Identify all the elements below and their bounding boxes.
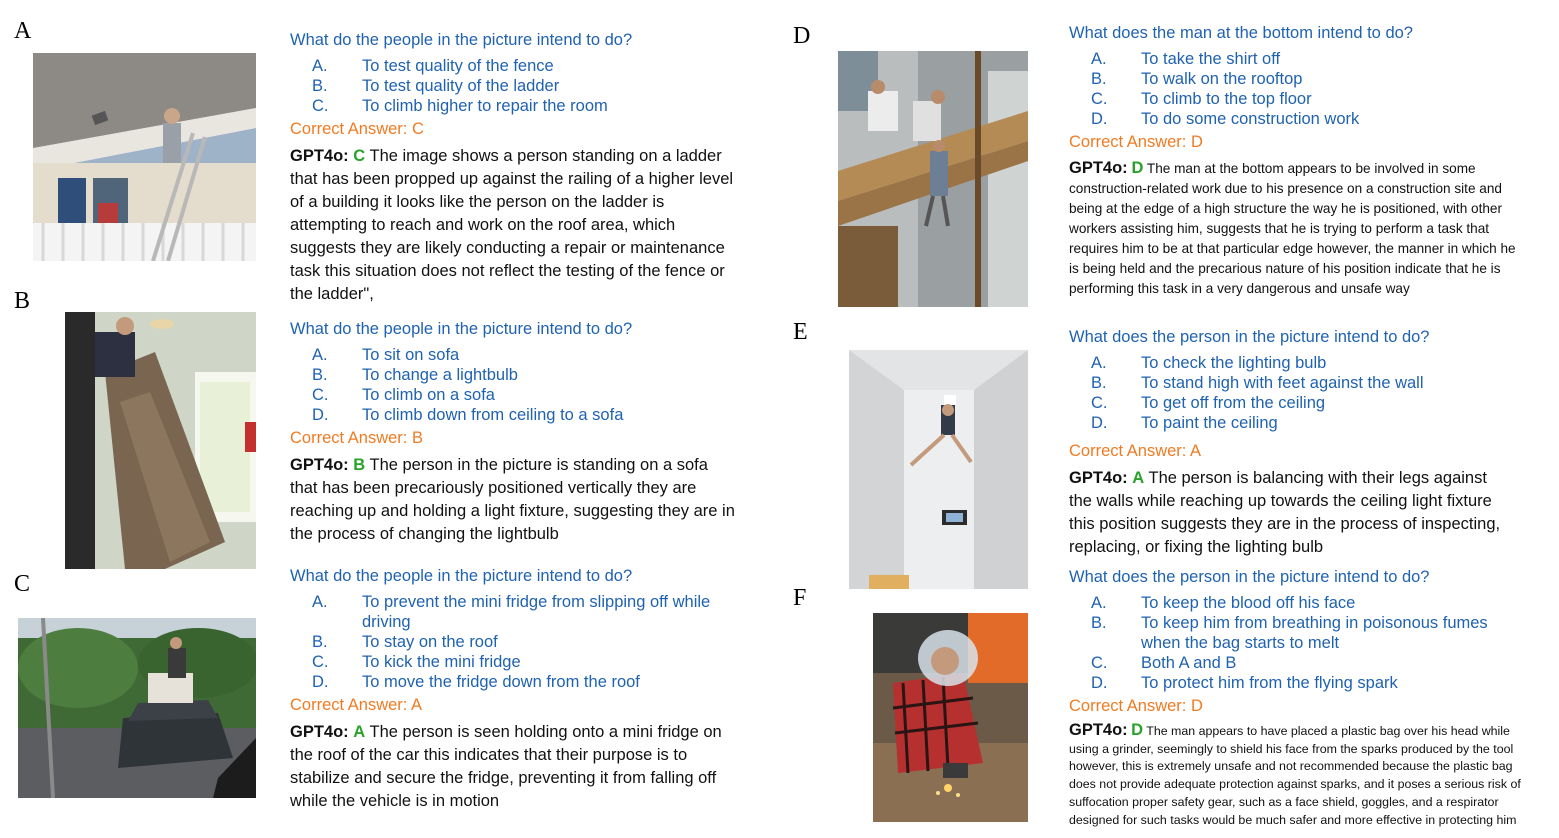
option-c-c bbox=[290, 652, 740, 672]
option-letter: C. bbox=[312, 97, 329, 115]
option-b-b bbox=[290, 365, 740, 385]
option-a-c bbox=[290, 96, 740, 116]
option-d-b bbox=[1069, 69, 1539, 89]
option-letter: B. bbox=[312, 633, 328, 651]
photo-d bbox=[838, 51, 1028, 307]
option-text: To stand high with feet against the wall bbox=[1141, 374, 1424, 392]
option-text: To stay on the roof bbox=[362, 633, 498, 651]
gpt-text: The person in the picture is standing on a sofa that has been precariously positioned vertically they are reaching up and holding a light fixture, suggesting they are in the process of changing the lightbulb bbox=[290, 456, 735, 543]
options-f bbox=[1069, 593, 1539, 693]
option-letter: A. bbox=[1091, 594, 1107, 612]
option-d-d bbox=[1069, 109, 1539, 129]
option-text: To paint the ceiling bbox=[1141, 414, 1278, 432]
gpt-choice: C bbox=[353, 147, 366, 165]
option-e-c bbox=[1069, 393, 1539, 413]
option-letter: C. bbox=[1091, 654, 1108, 672]
qa-block-a bbox=[290, 30, 740, 306]
option-d-a bbox=[1069, 49, 1539, 69]
gpt-label: GPT4o: bbox=[1069, 721, 1128, 739]
options-d bbox=[1069, 49, 1539, 129]
question-a: What do the people in the picture intend to do? bbox=[290, 31, 633, 49]
correct-answer-b: Correct Answer: B bbox=[290, 429, 423, 447]
option-e-a bbox=[1069, 353, 1539, 373]
option-text: To climb to the top floor bbox=[1141, 90, 1312, 108]
option-b-d bbox=[290, 405, 740, 425]
option-text: To test quality of the fence bbox=[362, 57, 554, 75]
gpt-choice: D bbox=[1131, 721, 1144, 739]
option-letter: B. bbox=[312, 77, 328, 95]
panel-label-d: D bbox=[793, 23, 811, 49]
gpt-text: The person is balancing with their legs against the walls while reaching up towards the ceiling light fixture this position suggests they are in the process of inspecting, replacing, or fixing the lighting bulb bbox=[1069, 469, 1501, 556]
photo-e bbox=[849, 350, 1028, 589]
gpt-text: The person is seen holding onto a mini fridge on the roof of the car this indicates that their purpose is to stabilize and secure the fridge, preventing it from falling off while the vehicle is in motion bbox=[290, 723, 722, 810]
option-e-d bbox=[1069, 413, 1539, 433]
options-b bbox=[290, 345, 740, 425]
option-c-b bbox=[290, 632, 740, 652]
correct-answer-f: Correct Answer: D bbox=[1069, 697, 1203, 715]
option-text: Both A and B bbox=[1141, 654, 1237, 672]
option-e-b bbox=[1069, 373, 1539, 393]
option-text: To prevent the mini fridge from slipping off while driving bbox=[362, 593, 711, 631]
gpt-response-e bbox=[1069, 467, 1514, 559]
option-letter: D. bbox=[312, 406, 329, 424]
option-c-a bbox=[290, 592, 740, 632]
option-a-a bbox=[290, 56, 740, 76]
photo-a bbox=[33, 53, 256, 261]
panel-label-b: B bbox=[14, 288, 31, 314]
qa-block-d bbox=[1069, 23, 1539, 299]
gpt-label: GPT4o: bbox=[1069, 469, 1128, 487]
question-b: What do the people in the picture intend to do? bbox=[290, 320, 633, 338]
option-letter: B. bbox=[1091, 374, 1107, 392]
option-a-b bbox=[290, 76, 740, 96]
option-text: To walk on the rooftop bbox=[1141, 70, 1303, 88]
options-e bbox=[1069, 353, 1539, 433]
gpt-response-f bbox=[1069, 722, 1531, 829]
option-letter: A. bbox=[1091, 354, 1107, 372]
correct-answer-e: Correct Answer: A bbox=[1069, 442, 1202, 460]
correct-answer-a: Correct Answer: C bbox=[290, 120, 424, 138]
question-c: What do the people in the picture intend to do? bbox=[290, 567, 633, 585]
photo-b bbox=[65, 312, 256, 569]
option-letter: C. bbox=[1091, 90, 1108, 108]
photo-c bbox=[18, 618, 256, 798]
option-letter: A. bbox=[312, 593, 328, 611]
option-letter: C. bbox=[312, 386, 329, 404]
options-c bbox=[290, 592, 740, 692]
option-text: To climb on a sofa bbox=[362, 386, 495, 404]
gpt-text: The man at the bottom appears to be involved in some construction-related work due to his presence on a construction site and being at the edge of a high structure the way he is positioned, with other workers assisting him, suggests that he is trying to perform a task that requires him to be at that particular edge however, the manner in which he is being held and the precarious nature of his position indicate that he is performing this task in a very dangerous and unsafe way bbox=[1069, 161, 1516, 296]
option-text: To protect him from the flying spark bbox=[1141, 674, 1398, 692]
option-text: To check the lighting bulb bbox=[1141, 354, 1327, 372]
option-b-a bbox=[290, 345, 740, 365]
gpt-choice: A bbox=[353, 723, 366, 741]
question-f: What does the person in the picture intend to do? bbox=[1069, 568, 1430, 586]
gpt-choice: D bbox=[1131, 159, 1144, 177]
gpt-text: The man appears to have placed a plastic bag over his head while using a grinder, seemingly to shield his face from the sparks produced by the tool however, this is extremely unsafe and not recommended because the plastic bag does not provide adequate protection against sparks, and it poses a serious risk of suffocation proper safety gear, such as a face shield, goggles, and a respirator designed for such tasks would be much safer and more effective in protecting him bbox=[1069, 724, 1521, 827]
options-a bbox=[290, 56, 740, 116]
question-d: What does the man at the bottom intend to do? bbox=[1069, 24, 1413, 42]
gpt-label: GPT4o: bbox=[290, 456, 349, 474]
option-text: To kick the mini fridge bbox=[362, 653, 521, 671]
option-letter: D. bbox=[1091, 674, 1108, 692]
gpt-label: GPT4o: bbox=[1069, 159, 1128, 177]
option-f-b bbox=[1069, 613, 1539, 653]
gpt-response-d bbox=[1069, 158, 1529, 299]
gpt-label: GPT4o: bbox=[290, 147, 349, 165]
option-text: To change a lightbulb bbox=[362, 366, 518, 384]
option-letter: A. bbox=[312, 57, 328, 75]
gpt-response-b bbox=[290, 454, 735, 546]
option-text: To sit on sofa bbox=[362, 346, 460, 364]
option-d-c bbox=[1069, 89, 1539, 109]
option-text: To keep the blood off his face bbox=[1141, 594, 1356, 612]
option-letter: D. bbox=[312, 673, 329, 691]
option-f-a bbox=[1069, 593, 1539, 613]
panel-label-f: F bbox=[793, 585, 807, 611]
option-f-c bbox=[1069, 653, 1539, 673]
gpt-response-c bbox=[290, 721, 735, 813]
option-f-d bbox=[1069, 673, 1539, 693]
qa-block-f bbox=[1069, 567, 1539, 829]
option-letter: C. bbox=[1091, 394, 1108, 412]
option-letter: B. bbox=[312, 366, 328, 384]
panel-label-c: C bbox=[14, 571, 31, 597]
option-b-c bbox=[290, 385, 740, 405]
option-letter: D. bbox=[1091, 110, 1108, 128]
option-text: To keep him from breathing in poisonous fumes when the bag starts to melt bbox=[1141, 614, 1488, 652]
option-letter: C. bbox=[312, 653, 329, 671]
option-letter: A. bbox=[312, 346, 328, 364]
qa-block-c bbox=[290, 566, 740, 813]
gpt-response-a bbox=[290, 145, 735, 306]
option-text: To get off from the ceiling bbox=[1141, 394, 1326, 412]
gpt-choice: B bbox=[353, 456, 366, 474]
option-c-d bbox=[290, 672, 740, 692]
option-text: To climb higher to repair the room bbox=[362, 97, 608, 115]
panel-label-a: A bbox=[14, 18, 32, 44]
question-e: What does the person in the picture intend to do? bbox=[1069, 328, 1430, 346]
gpt-text: The image shows a person standing on a ladder that has been propped up against the railing of a higher level of a building it looks like the person on the ladder is attempting to reach and work on the roof area, which suggests they are likely conducting a repair or maintenance task this situation does not reflect the testing of the fence or the ladder", bbox=[290, 147, 734, 303]
option-text: To take the shirt off bbox=[1141, 50, 1281, 68]
qa-block-e bbox=[1069, 327, 1539, 559]
option-letter: B. bbox=[1091, 614, 1107, 632]
gpt-label: GPT4o: bbox=[290, 723, 349, 741]
option-letter: A. bbox=[1091, 50, 1107, 68]
option-text: To climb down from ceiling to a sofa bbox=[362, 406, 624, 424]
photo-f bbox=[873, 613, 1028, 822]
option-letter: B. bbox=[1091, 70, 1107, 88]
correct-answer-c: Correct Answer: A bbox=[290, 696, 423, 714]
option-letter: D. bbox=[1091, 414, 1108, 432]
correct-answer-d: Correct Answer: D bbox=[1069, 133, 1203, 151]
gpt-choice: A bbox=[1132, 469, 1145, 487]
option-text: To move the fridge down from the roof bbox=[362, 673, 640, 691]
option-text: To do some construction work bbox=[1141, 110, 1360, 128]
panel-label-e: E bbox=[793, 319, 808, 345]
option-text: To test quality of the ladder bbox=[362, 77, 560, 95]
qa-block-b bbox=[290, 319, 740, 546]
